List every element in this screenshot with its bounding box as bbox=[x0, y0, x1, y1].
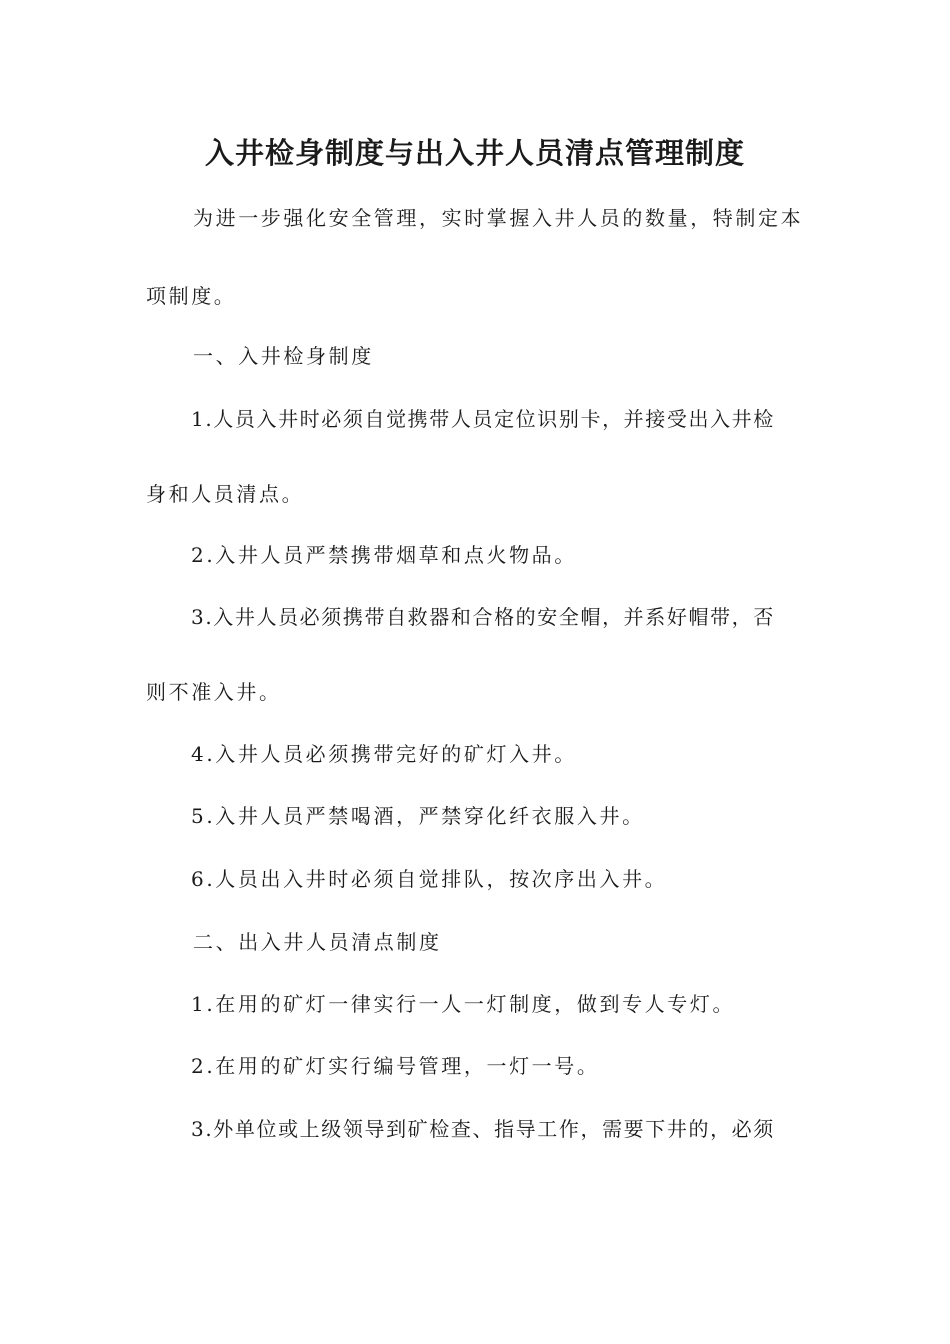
section-2-heading: 二、出入井人员清点制度 bbox=[193, 930, 442, 954]
section-1-item-1-line-2: 身和人员清点。 bbox=[146, 482, 305, 506]
section-2-item-1: 1.在用的矿灯一律实行一人一灯制度，做到专人专灯。 bbox=[191, 992, 736, 1016]
intro-paragraph-line-1: 为进一步强化安全管理，实时掌握入井人员的数量，特制定本 bbox=[193, 206, 804, 230]
section-1-item-2: 2.入井人员严禁携带烟草和点火物品。 bbox=[191, 543, 577, 567]
section-1-item-3-line-1: 3.入井人员必须携带自救器和合格的安全帽，并系好帽带，否 bbox=[191, 605, 775, 629]
section-2-item-3-line-1: 3.外单位或上级领导到矿检查、指导工作，需要下井的，必须 bbox=[191, 1117, 775, 1141]
section-1-item-4: 4.入井人员必须携带完好的矿灯入井。 bbox=[191, 742, 577, 766]
document-title: 入井检身制度与出入井人员清点管理制度 bbox=[204, 136, 745, 170]
section-1-item-5: 5.入井人员严禁喝酒，严禁穿化纤衣服入井。 bbox=[191, 804, 645, 828]
intro-paragraph-line-2: 项制度。 bbox=[146, 284, 237, 308]
section-1-item-1-line-1: 1.人员入井时必须自觉携带人员定位识别卡，并接受出入井检 bbox=[191, 407, 775, 431]
section-2-item-2: 2.在用的矿灯实行编号管理，一灯一号。 bbox=[191, 1054, 600, 1078]
section-1-heading: 一、入井检身制度 bbox=[193, 344, 374, 368]
section-1-item-3-line-2: 则不准入井。 bbox=[146, 680, 282, 704]
section-1-item-6: 6.人员出入井时必须自觉排队，按次序出入井。 bbox=[191, 867, 668, 891]
